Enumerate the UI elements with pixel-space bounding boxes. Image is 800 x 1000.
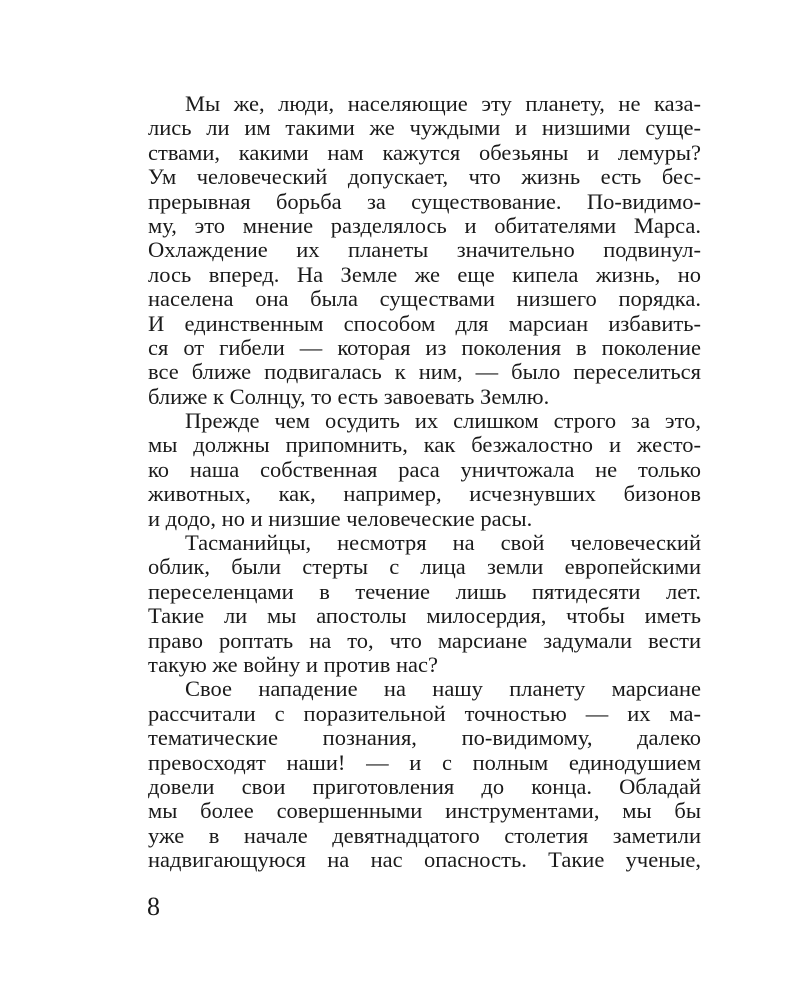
text-line: все ближе подвигалась к ним, — было переселиться [148,359,701,385]
text-line: довели свои приготовления до конца. Обладай [148,773,701,799]
text-line: Прежде чем осудить их слишком строго за это, [185,408,701,434]
text-line: И единственным способом для марсиан избавить- [148,310,701,336]
text-line: Охлаждение их планеты значительно подвинул- [148,237,701,263]
text-line: и додо, но и низшие человеческие расы. [148,505,533,531]
text-line: рассчитали с поразительной точностью — их ма- [148,700,701,726]
text-line: такую же войну и против нас? [148,651,438,677]
text-line: населена она была существами низшего порядка. [148,286,701,312]
text-line: му, это мнение разделялось и обитателями Марса. [148,212,701,238]
text-line: тематические познания, по-видимому, далеко [148,725,701,751]
text-line: прерывная борьба за существование. По-видимо- [148,188,701,214]
text-line: ствами, какими нам кажутся обезьяны и лемуры? [148,139,701,165]
text-line: облик, были стерты с лица земли европейскими [148,554,701,580]
text-line: уже в начале девятнадцатого столетия заметили [148,822,701,848]
page-number: 8 [147,892,160,921]
text-line: Такие ли мы апостолы милосердия, чтобы иметь [148,603,701,629]
text-line: Свое нападение на нашу планету марсиане [185,676,701,702]
text-line: ко наша собственная раса уничтожала не только [148,456,701,482]
text-line: Мы же, люди, населяющие эту планету, не каза- [185,91,701,116]
text-line: мы должны припомнить, как безжалостно и жесто- [148,432,701,458]
text-line: лись ли им такими же чуждыми и низшими суще- [148,115,701,141]
text-line: Тасманийцы, несмотря на свой человеческий [185,530,701,556]
text-line: Ум человеческий допускает, что жизнь есть бес- [148,164,701,190]
text-line: лось вперед. На Земле же еще кипела жизнь, но [148,261,701,287]
text-line: надвигающуюся на нас опасность. Такие ученые, [148,847,701,873]
text-line: право роптать на то, что марсиане задумали вести [148,627,701,653]
text-line: ся от гибели — которая из поколения в поколение [148,334,701,360]
text-line: мы более совершенными инструментами, мы бы [148,798,701,824]
text-line: превосходят наши! — и с полным единодушием [148,749,701,775]
text-line: ближе к Солнцу, то есть завоевать Землю. [148,383,550,409]
body-text [148,92,701,873]
text-line: переселенцами в течение лишь пятидесяти лет. [148,578,701,604]
text-line: животных, как, например, исчезнувших бизонов [148,481,701,507]
